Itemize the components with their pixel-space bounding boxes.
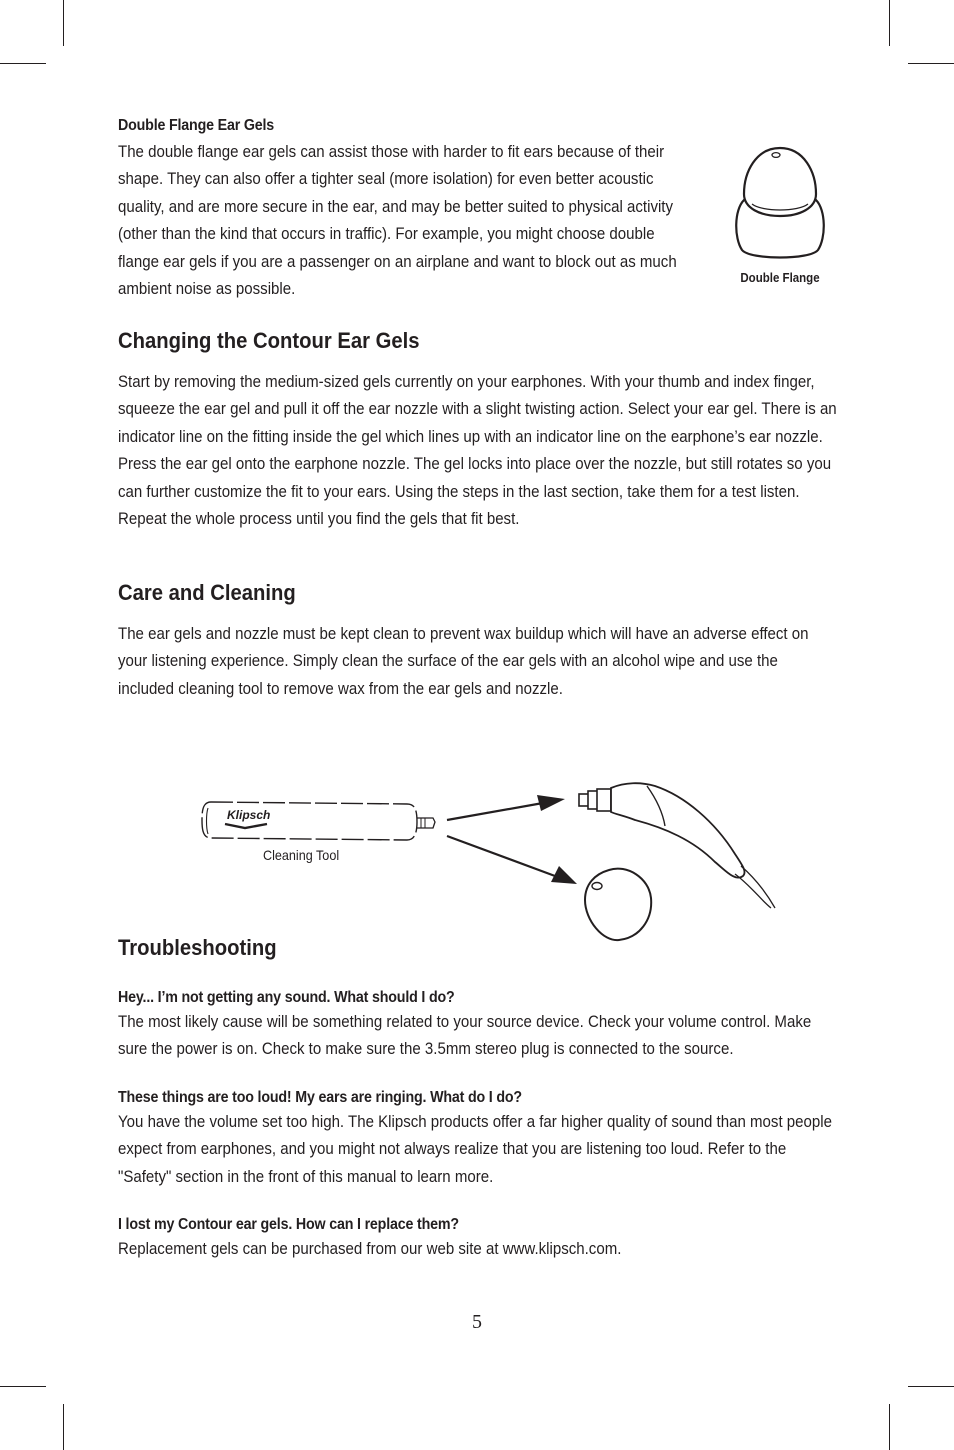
care-cleaning-heading: Care and Cleaning	[118, 580, 296, 605]
crop-mark	[0, 63, 46, 64]
faq-item	[118, 989, 931, 1063]
double-flange-section	[118, 117, 768, 302]
faq-item	[118, 1216, 931, 1262]
faq-answer: Replacement gels can be purchased from our web site at www.klipsch.com.	[118, 1239, 622, 1259]
crop-mark	[908, 1386, 954, 1387]
crop-mark	[63, 0, 64, 46]
faq-item	[118, 1089, 931, 1190]
changing-gels-body: Start by removing the medium-sized gels currently on your earphones. With your thumb and index finger, squeeze the ear gel and pull it off the ear nozzle with a slight twisting action. Select your ear gel. There is an indicator line on the fitting inside the gel which lines up with an indicator line on the earphone’s ear nozzle. Press the ear gel onto the earphone nozzle. The gel locks into place over the nozzle, but still rotates so you can further customize the fit to your ears. Using the steps in the last section, take them for a test listen. Repeat the whole process until you find the gels that fit best.	[118, 372, 837, 529]
faq-question: Hey... I’m not getting any sound. What should I do?	[118, 989, 455, 1006]
cleaning-tool-figure	[195, 770, 785, 950]
double-flange-caption: Double Flange	[740, 271, 820, 285]
troubleshooting-section	[118, 935, 931, 1262]
crop-mark	[0, 1386, 46, 1387]
faq-answer: The most likely cause will be something related to your source device. Check your volume control. Make sure the power is on. Check to make sure the 3.5mm stereo plug is connected to the source.	[118, 1012, 812, 1059]
troubleshooting-heading: Troubleshooting	[118, 935, 277, 960]
klipsch-logo: Klipsch	[227, 808, 271, 822]
double-flange-body: The double flange ear gels can assist those with harder to fit ears because of their shape. They can also offer a tighter seal (more isolation) for even better acoustic quality, and are more secure in the ear, and may be better suited to physical activity (other than the kind that occurs in traffic). For example, you might choose double flange ear gels if you are a passenger on an airplane and want to block out as much ambient noise as possible.	[118, 142, 677, 299]
care-cleaning-section	[118, 580, 931, 702]
crop-mark	[908, 63, 954, 64]
care-cleaning-body: The ear gels and nozzle must be kept clean to prevent wax buildup which will have an adverse effect on your listening experience. Simply clean the surface of the ear gels with an alcohol wipe and use the included cleaning tool to remove wax from the ear gels and nozzle.	[118, 624, 809, 698]
page-number: 5	[472, 1311, 482, 1333]
changing-gels-section	[118, 328, 931, 532]
faq-question: I lost my Contour ear gels. How can I replace them?	[118, 1216, 459, 1234]
changing-gels-heading: Changing the Contour Ear Gels	[118, 328, 420, 353]
double-flange-ear-gel-illustration	[730, 142, 830, 262]
ear-gel	[585, 869, 651, 941]
arrows	[447, 795, 577, 884]
double-flange-figure	[730, 142, 830, 285]
crop-mark	[889, 0, 890, 46]
faq-answer: You have the volume set too high. The Klipsch products offer a far higher quality of sound than most people expect from earphones, and you might not always realize that you are listening too loud. Refer to the "Safety" section in the front of this manual to learn more.	[118, 1111, 832, 1186]
cleaning-tool	[202, 802, 435, 840]
faq-question: These things are too loud! My ears are ringing. What do I do?	[118, 1088, 522, 1106]
double-flange-heading: Double Flange Ear Gels	[118, 117, 275, 134]
cleaning-tool-caption: Cleaning Tool	[263, 847, 340, 863]
crop-mark	[63, 1404, 64, 1450]
crop-mark	[889, 1404, 890, 1450]
